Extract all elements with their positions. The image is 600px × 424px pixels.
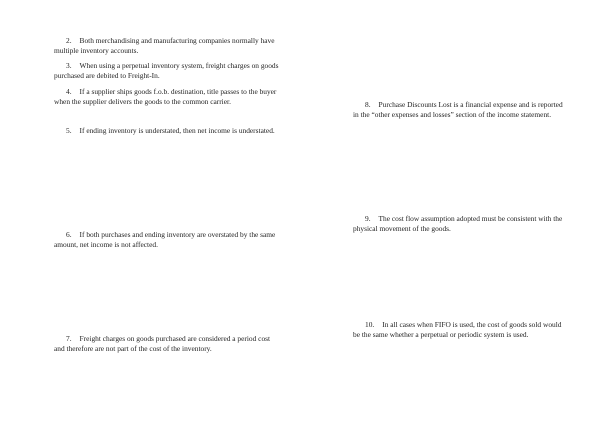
statement-text: When using a perpetual inventory system, freight charges on goods purchased are debited to Freight-In. — [54, 61, 279, 81]
statement-text: The cost flow assumption adopted must be consistent with the physical movement of the goods. — [353, 214, 563, 234]
statement-text: Both merchandising and manufacturing companies normally have multiple inventory accounts. — [54, 36, 275, 56]
statement-number: 4. — [66, 87, 72, 96]
statement-3 — [54, 61, 280, 82]
statement-number: 3. — [66, 61, 72, 70]
statement-number: 5. — [66, 126, 72, 135]
statement-number: 7. — [66, 334, 72, 343]
statement-6 — [54, 230, 280, 251]
statement-10 — [353, 320, 565, 341]
statement-number: 10. — [365, 320, 375, 329]
statement-text: If a supplier ships goods f.o.b. destination, title passes to the buyer when the supplier delivers the goods to the common carrier. — [54, 87, 277, 107]
statement-8 — [353, 100, 565, 121]
statement-text: In all cases when FIFO is used, the cost of goods sold would be the same whether a perpetual or periodic system is used. — [353, 320, 562, 340]
statement-number: 2. — [66, 36, 72, 45]
statement-number: 6. — [66, 230, 72, 239]
statement-9 — [353, 214, 565, 235]
statement-text: Freight charges on goods purchased are considered a period cost and therefore are not part of the cost of the inventory. — [54, 334, 271, 354]
statement-text: Purchase Discounts Lost is a financial expense and is reported in the “other expenses and losses” section of the income statement. — [353, 100, 563, 120]
statement-7 — [54, 334, 280, 355]
statement-text: If ending inventory is understated, then net income is understated. — [79, 126, 275, 135]
statement-2 — [54, 36, 280, 57]
statement-4 — [54, 87, 280, 108]
statement-text: If both purchases and ending inventory are overstated by the same amount, net income is not affected. — [54, 230, 276, 250]
statement-number: 9. — [365, 214, 371, 223]
statement-number: 8. — [365, 100, 371, 109]
statement-5 — [54, 126, 280, 136]
